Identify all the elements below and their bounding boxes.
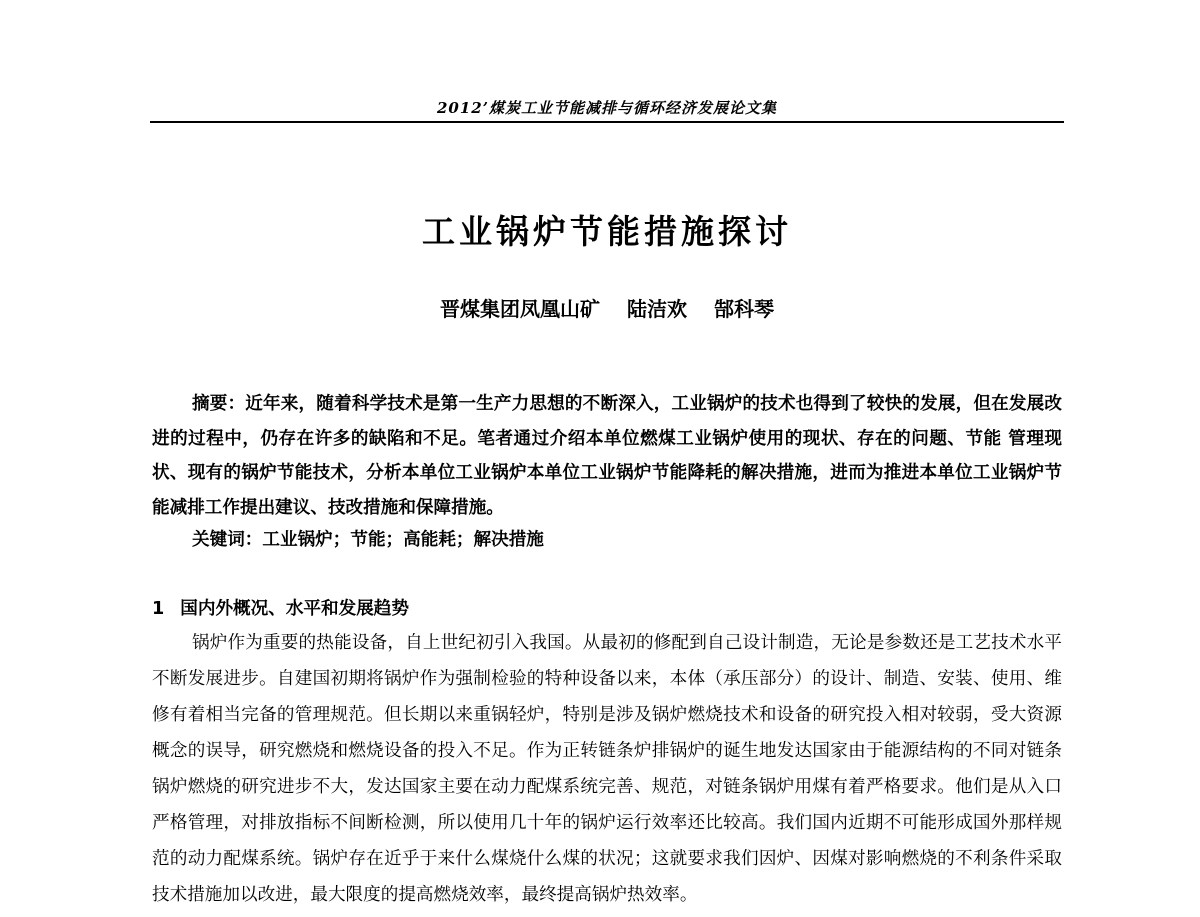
keywords: 关键词：工业锅炉；节能；高能耗；解决措施 (192, 530, 544, 550)
paper-title: 工业锅炉节能措施探讨 (422, 212, 792, 251)
section-title: 国内外概况、水平和发展趋势 (180, 599, 409, 619)
running-header: 2012’煤炭工业节能减排与循环经济发展论文集 (437, 99, 777, 117)
header-rule (150, 121, 1064, 123)
byline (150, 294, 1064, 324)
author-name: 郜科琴 (713, 297, 774, 321)
author-name: 陆洁欢 (627, 297, 687, 321)
section-number: 1 (152, 599, 165, 619)
section-body: 锅炉作为重要的热能设备，自上世纪初引入我国。从最初的修配到自己设计制造，无论是参数还是工艺技术水平不断发展进步。自建国初期将锅炉作为强制检验的特种设备以来，本体（承压部分）的设计、制造、安装、使用、维修有着相当完备的管理规范。但长期以来重锅轻炉，特别是涉及锅炉燃烧技术和设备的研究投入相对较弱，受大资源概念的误导，研究燃烧和燃烧设备的投入不足。作为正转链条炉排锅炉的诞生地发达国家由于能源结构的不同对链条锅炉燃烧的研究进步不大，发达国家主要在动力配煤系统完善、规范，对链条锅炉用煤有着严格要求。他们是从入口严格管理，对排放指标不间断检测，所以使用几十年的锅炉运行效率还比较高。我们国内近期不可能形成国外那样规范的动力配煤系统。锅炉存在近乎于来什么煤烧什么煤的状况；这就要求我们因炉、因煤对影响燃烧的不利条件采取技术措施加以改进，最大限度的提高燃烧效率，最终提高锅炉热效率。 (152, 633, 1062, 905)
section-heading (152, 594, 409, 624)
affiliation: 晋煤集团凤凰山矿 (440, 297, 601, 321)
abstract: 摘要：近年来，随着科学技术是第一生产力思想的不断深入，工业锅炉的技术也得到了较快的发展，但在发展改进的过程中，仍存在许多的缺陷和不足。笔者通过介绍本单位燃煤工业锅炉使用的现状、存在的问题、节能 管理现状、现有的锅炉节能技术，分析本单位工业锅炉本单位工业锅炉节能降耗的解决措施，进而为推进本单位工业锅炉节能减排工作提出建议、技改措施和保障措施。 (152, 394, 1062, 518)
